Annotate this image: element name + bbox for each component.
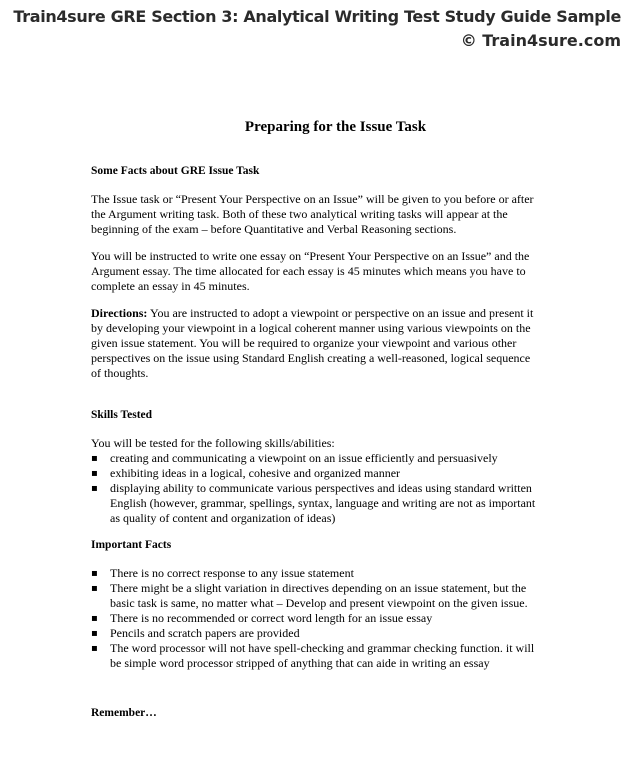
facts-paragraph-1: The Issue task or “Present Your Perspective on an Issue” will be given to you before or after the Argument writing task. Both of these two analytical writing tasks will appear at the beginning of the exam – before Quantitative and Verbal Reasoning sections. (91, 192, 534, 236)
list-item: ▪ Pencils and scratch papers are provided (91, 626, 543, 641)
directions-text: You are instructed to adopt a viewpoint or perspective on an issue and present it by developing your viewpoint in a logical coherent manner using various viewpoints on the given issue statement. You will be required to organize your viewpoint and various other perspectives on the issue using Standard English creating a well-reasoned, logical sequence of thoughts. (91, 306, 534, 380)
directions-label: Directions: (91, 306, 148, 320)
list-item: ▪ The word processor will not have spell-checking and grammar checking function. it will be simple word processor stripped of anything that can aide in writing an essay (91, 641, 543, 671)
skills-list (91, 451, 543, 526)
list-item: ▪ creating and communicating a viewpoint on an issue efficiently and persuasively (91, 451, 543, 466)
list-item: ▪ exhibiting ideas in a logical, cohesive and organized manner (91, 466, 543, 481)
list-item: ▪ There is no recommended or correct word length for an issue essay (91, 611, 543, 626)
facts-heading: Some Facts about GRE Issue Task (91, 165, 260, 177)
header-title: Train4sure GRE Section 3: Analytical Writing Test Study Guide Sample (13, 7, 621, 26)
facts-paragraph-2: You will be instructed to write one essay on “Present Your Perspective on an Issue” and the Argument essay. The time allocated for each essay is 45 minutes which means you have to complete an essay in 45 minutes. (91, 249, 530, 293)
important-list (91, 566, 543, 671)
page-title: Preparing for the Issue Task (244, 119, 427, 135)
header-copyright: © Train4sure.com (460, 31, 621, 50)
list-item: ▪ There might be a slight variation in directives depending on an issue statement, but the basic task is same, no matter what – Develop and present viewpoint on the given issue. (91, 581, 543, 611)
directions-paragraph (91, 306, 543, 381)
list-item: ▪ There is no correct response to any issue statement (91, 566, 543, 581)
skills-intro: You will be tested for the following skills/abilities: (91, 436, 335, 450)
skills-heading: Skills Tested (91, 409, 153, 421)
important-heading: Important Facts (91, 539, 172, 551)
list-item: ▪ displaying ability to communicate various perspectives and ideas using standard written English (however, grammar, spellings, syntax, language and writing are not as important as quality of content and organization of ideas) (91, 481, 543, 526)
remember-heading: Remember… (91, 707, 157, 719)
